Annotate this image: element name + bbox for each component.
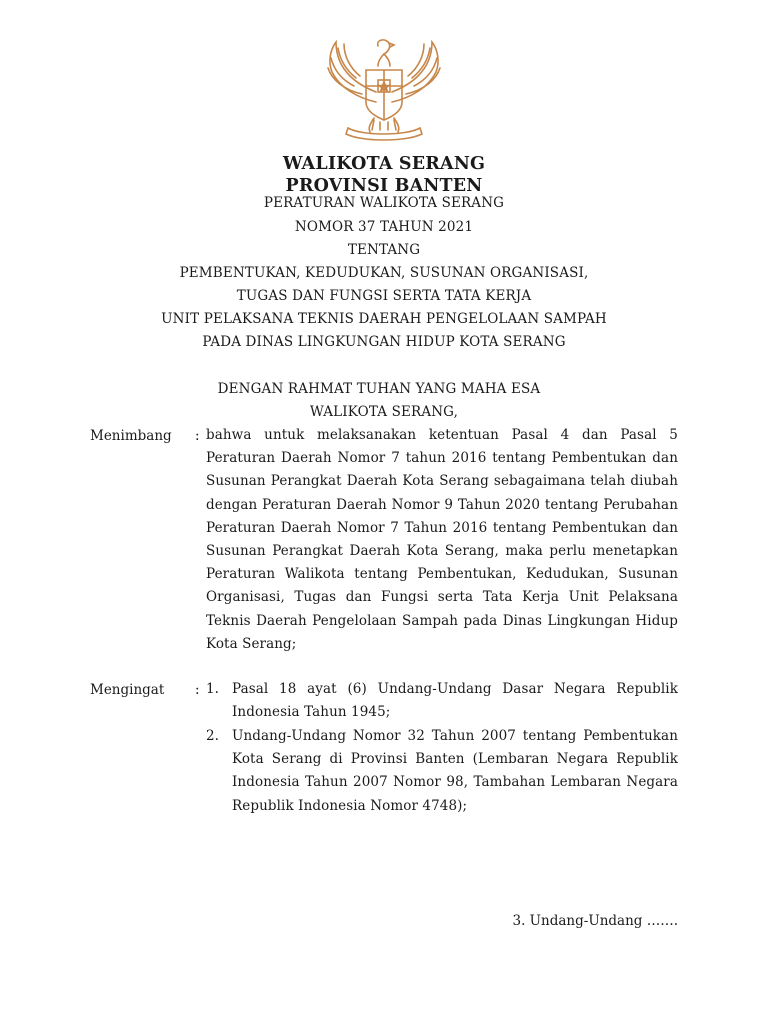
issuer-title: WALIKOTA SERANG — [282, 154, 486, 174]
regulation-number: NOMOR 37 TAHUN 2021 — [294, 219, 474, 235]
province-title: PROVINSI BANTEN — [285, 176, 483, 196]
authority: WALIKOTA SERANG, — [309, 404, 459, 420]
title-line: UNIT PELAKSANA TEKNIS DAERAH PENGELOLAAN SAMPAH — [161, 311, 607, 327]
title-line: TUGAS DAN FUNGSI SERTA TATA KERJA — [236, 288, 532, 304]
page-continuation: 3. Undang-Undang ……. — [512, 913, 678, 929]
title-line: PADA DINAS LINGKUNGAN HIDUP KOTA SERANG — [202, 334, 566, 350]
list-item: Pasal 18 ayat (6) Undang-Undang Dasar Negara Republik Indonesia Tahun 1945; — [232, 681, 678, 721]
list-item-number: 1. — [206, 681, 219, 697]
garuda-emblem-icon — [318, 36, 450, 142]
about-label: TENTANG — [347, 242, 421, 258]
mengingat-label: Mengingat — [90, 682, 165, 698]
menimbang-text: bahwa untuk melaksanakan ketentuan Pasal 4 dan Pasal 5 Peraturan Daerah Nomor 7 tahun 2016 tentang Pembentukan dan Susunan Perangkat Daerah Kota Serang sebagaimana telah diubah dengan Peraturan Daerah Nomor 9 Tahun 2020 tentang Perubahan Peraturan Daerah Nomor 7 Tahun 2016 tentang Pembentukan dan Susunan Perangkat Daerah Kota Serang, maka perlu menetapkan Peraturan Walikota tentang Pembentukan, Kedudukan, Susunan Organisasi, Tugas dan Fungsi serta Tata Kerja Unit Pelaksana Teknis Daerah Pengelolaan Sampah pada Dinas Lingkungan Hidup Kota Serang; — [206, 427, 678, 652]
regulation-type: PERATURAN WALIKOTA SERANG — [263, 195, 505, 211]
invocation: DENGAN RAHMAT TUHAN YANG MAHA ESA — [217, 381, 541, 397]
menimbang-label: Menimbang — [90, 428, 172, 444]
mengingat-colon: : — [195, 682, 200, 698]
list-item: Undang-Undang Nomor 32 Tahun 2007 tentang Pembentukan Kota Serang di Provinsi Banten (Lembaran Negara Republik Indonesia Tahun 2007 Nomor 98, Tambahan Lembaran Negara Republik Indonesia Nomor 4748); — [232, 728, 678, 814]
list-item-number: 2. — [206, 728, 219, 744]
title-line: PEMBENTUKAN, KEDUDUKAN, SUSUNAN ORGANISASI, — [179, 265, 589, 281]
menimbang-colon: : — [195, 428, 200, 444]
